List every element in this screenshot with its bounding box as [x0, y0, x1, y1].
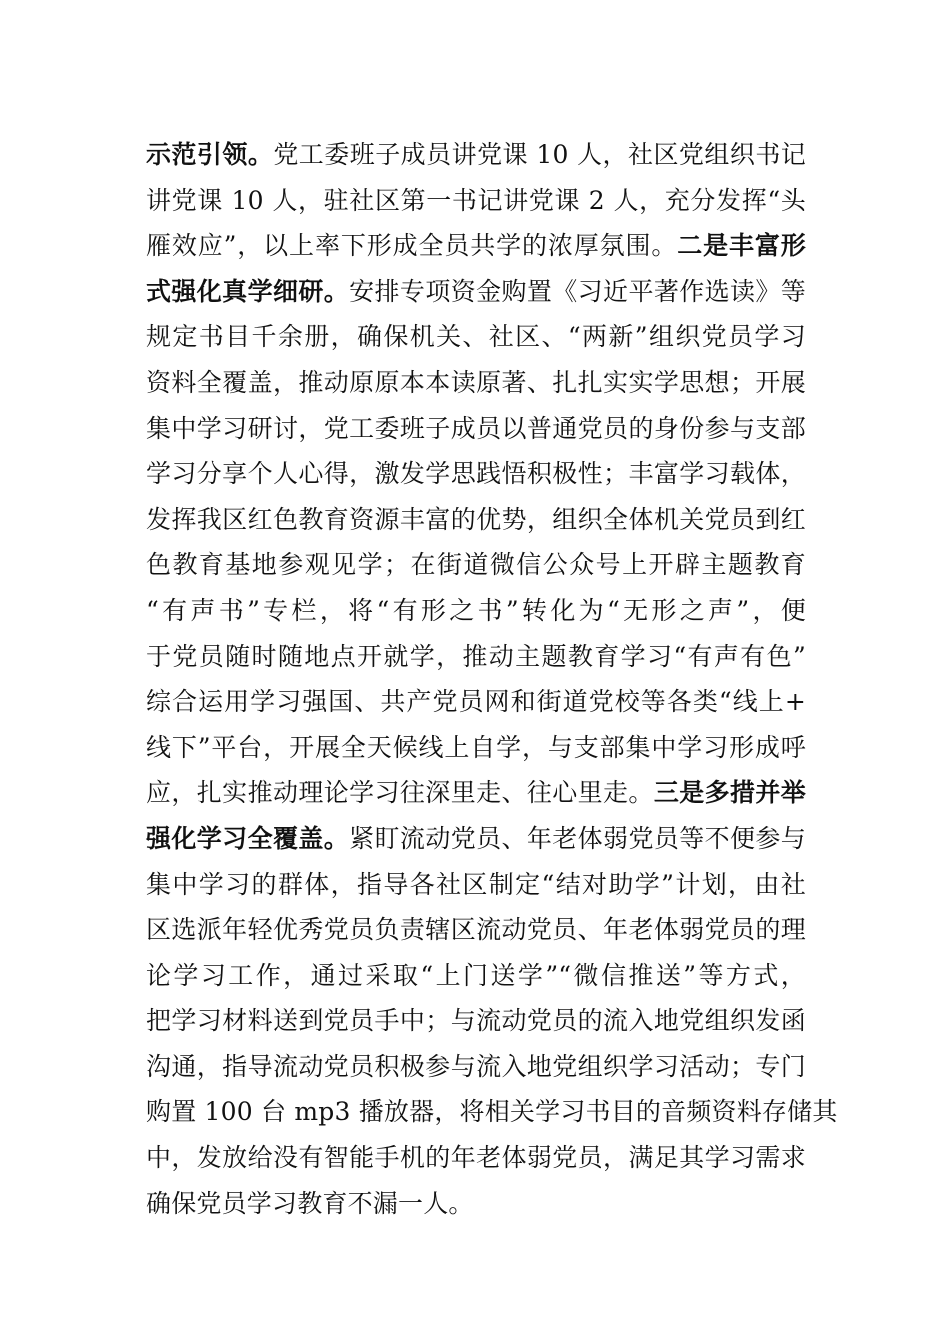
text-line [146, 770, 806, 816]
text-line [146, 998, 806, 1044]
body-text: 学习分享个人心得，激发学思践悟积极性；丰富学习载体， [146, 459, 806, 489]
bold-heading-text: 二是丰富形 [677, 231, 806, 261]
body-text: 发挥我区红色教育资源丰富的优势，组织全体机关党员到红 [146, 504, 806, 534]
text-line [146, 178, 806, 224]
text-line [146, 588, 806, 634]
body-text: “有声书”专栏，将“有形之书”转化为“无形之声”，便 [146, 595, 806, 625]
body-text: 中，发放给没有智能手机的年老体弱党员，满足其学习需求 [146, 1143, 806, 1173]
body-text: 集中学习研讨，党工委班子成员以普通党员的身份参与支部 [146, 413, 806, 443]
body-text: 综合运用学习强国、共产党员网和街道党校等各类“线上+ [146, 687, 806, 717]
body-text: 色教育基地参观见学；在街道微信公众号上开辟主题教育 [146, 550, 806, 580]
body-text: 沟通，指导流动党员积极参与流入地党组织学习活动；专门 [146, 1051, 806, 1081]
text-line [146, 1135, 806, 1181]
body-text: 于党员随时随地点开就学，推动主题教育学习“有声有色” [146, 641, 806, 671]
bold-heading-text: 强化学习全覆盖。 [146, 823, 350, 853]
body-text: 购置 100 台 mp3 播放器，将相关学习书目的音频资料存储其 [146, 1097, 838, 1127]
text-line [146, 1044, 806, 1090]
bold-heading-text: 式强化真学细研。 [146, 276, 350, 306]
text-line [146, 816, 806, 862]
text-line [146, 953, 806, 999]
body-text: 讲党课 10 人，驻社区第一书记讲党课 2 人，充分发挥“头 [146, 185, 806, 215]
text-line [146, 451, 806, 497]
text-line [146, 862, 806, 908]
text-line [146, 542, 806, 588]
body-text: 论学习工作，通过采取“上门送学”“微信推送”等方式， [146, 960, 806, 990]
text-line [146, 497, 806, 543]
text-line [146, 1089, 838, 1135]
body-text: 安排专项资金购置《习近平著作选读》等 [349, 276, 806, 306]
text-line [146, 406, 806, 452]
body-paragraph [146, 132, 838, 1226]
body-text: 雁效应”，以上率下形成全员共学的浓厚氛围。 [146, 231, 678, 261]
text-line [146, 314, 806, 360]
body-text: 把学习材料送到党员手中；与流动党员的流入地党组织发函 [146, 1006, 806, 1036]
text-line [146, 360, 806, 406]
body-text: 区选派年轻优秀党员负责辖区流动党员、年老体弱党员的理 [146, 915, 806, 945]
text-line [146, 679, 806, 725]
text-line [146, 132, 806, 178]
body-text: 规定书目千余册，确保机关、社区、“两新”组织党员学习 [146, 322, 806, 352]
body-text: 集中学习的群体，指导各社区制定“结对助学”计划，由社 [146, 869, 806, 899]
text-line [146, 725, 806, 771]
bold-heading-text: 三是多措并举 [653, 778, 806, 808]
body-text: 应，扎实推动理论学习往深里走、往心里走。 [146, 778, 654, 808]
body-text: 确保党员学习教育不漏一人。 [146, 1188, 474, 1218]
body-text: 党工委班子成员讲党课 10 人，社区党组织书记 [273, 140, 806, 169]
body-text: 线下”平台，开展全天候线上自学，与支部集中学习形成呼 [146, 732, 806, 762]
text-line [146, 1181, 806, 1227]
text-line [146, 907, 806, 953]
text-line [146, 634, 806, 680]
bold-heading-text: 示范引领。 [146, 140, 274, 169]
body-text: 资料全覆盖，推动原原本本读原著、扎扎实实学思想；开展 [146, 367, 806, 397]
text-line [146, 223, 806, 269]
body-text: 紧盯流动党员、年老体弱党员等不便参与 [349, 823, 806, 853]
text-line [146, 269, 806, 315]
